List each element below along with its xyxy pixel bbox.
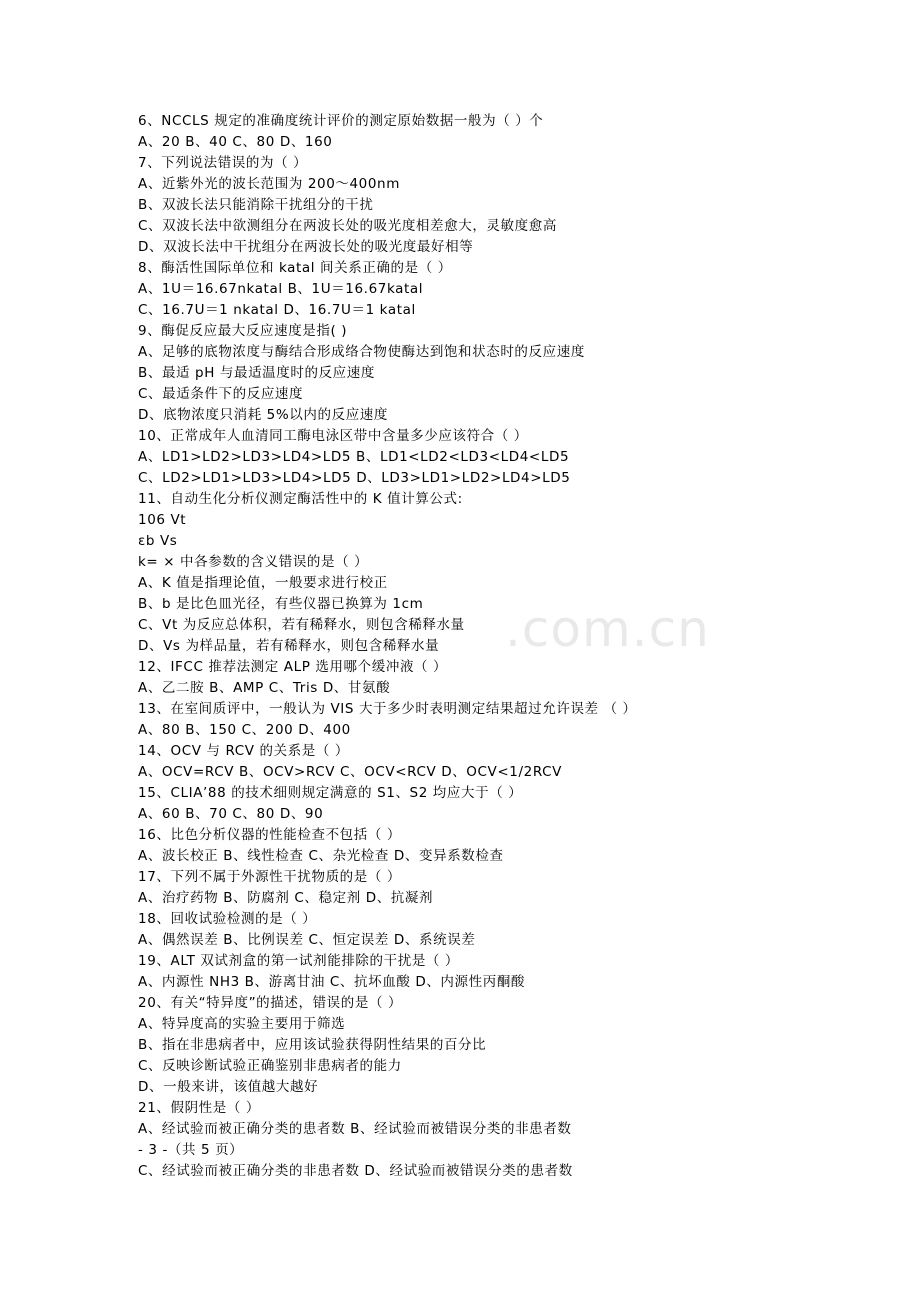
text-line: 11、自动生化分析仪测定酶活性中的 K 值计算公式:	[138, 491, 463, 507]
text-line: C、经试验而被正确分类的非患者数 D、经试验而被错误分类的患者数	[138, 1163, 573, 1179]
text-line: B、最适 pH 与最适温度时的反应速度	[138, 365, 375, 381]
text-line: A、乙二胺 B、AMP C、Tris D、甘氨酸	[138, 680, 391, 696]
text-line: 15、CLIA’88 的技术细则规定满意的 S1、S2 均应大于（ ）	[138, 785, 523, 801]
text-line: C、16.7U＝1 nkatal D、16.7U＝1 katal	[138, 302, 416, 318]
text-line: A、K 值是指理论值，一般要求进行校正	[138, 575, 388, 591]
text-line: 8、酶活性国际单位和 katal 间关系正确的是（ ）	[138, 260, 452, 276]
text-line: C、双波长法中欲测组分在两波长处的吸光度相差愈大，灵敏度愈高	[138, 218, 557, 234]
text-line: 14、OCV 与 RCV 的关系是（ ）	[138, 743, 349, 759]
text-line: C、最适条件下的反应速度	[138, 386, 304, 402]
text-line: k= × 中各参数的含义错误的是（ ）	[138, 554, 369, 570]
text-line: 10、正常成年人血清同工酶电泳区带中含量多少应该符合（ ）	[138, 428, 528, 444]
text-line: 7、下列说法错误的为（ ）	[138, 155, 308, 171]
text-line: C、反映诊断试验正确鉴别非患病者的能力	[138, 1058, 402, 1074]
text-line: A、60 B、70 C、80 D、90	[138, 806, 324, 822]
text-line: D、双波长法中干扰组分在两波长处的吸光度最好相等	[138, 239, 474, 255]
text-line: D、一般来讲，该值越大越好	[138, 1079, 319, 1095]
text-line: 21、假阴性是（ ）	[138, 1100, 260, 1116]
question-text-block	[138, 111, 878, 1182]
text-line: B、双波长法只能消除干扰组分的干扰	[138, 197, 374, 213]
text-line: A、经试验而被正确分类的患者数 B、经试验而被错误分类的非患者数	[138, 1121, 572, 1137]
text-line: A、治疗药物 B、防腐剂 C、稳定剂 D、抗凝剂	[138, 890, 434, 906]
text-line: A、LD1>LD2>LD3>LD4>LD5 B、LD1<LD2<LD3<LD4<LD5	[138, 449, 570, 465]
text-line: εb Vs	[138, 533, 178, 549]
text-line: D、Vs 为样品量，若有稀释水，则包含稀释水量	[138, 638, 440, 654]
text-line: 20、有关“特异度”的描述，错误的是（ ）	[138, 995, 403, 1011]
text-line: 106 Vt	[138, 512, 187, 528]
text-line: A、1U＝16.67nkatal B、1U＝16.67katal	[138, 281, 424, 297]
text-line: - 3 -（共 5 页）	[138, 1142, 244, 1158]
text-line: 6、NCCLS 规定的准确度统计评价的测定原始数据一般为（ ）个	[138, 113, 544, 129]
text-line: 18、回收试验检测的是（ ）	[138, 911, 317, 927]
text-line: A、特异度高的实验主要用于筛选	[138, 1016, 346, 1032]
text-line: 9、酶促反应最大反应速度是指( )	[138, 323, 348, 339]
text-line: D、底物浓度只消耗 5%以内的反应速度	[138, 407, 389, 423]
text-line: C、LD2>LD1>LD3>LD4>LD5 D、LD3>LD1>LD2>LD4>LD5	[138, 470, 571, 486]
text-line: A、内源性 NH3 B、游离甘油 C、抗坏血酸 D、内源性丙酮酸	[138, 974, 526, 990]
text-line: A、80 B、150 C、200 D、400	[138, 722, 351, 738]
text-line: B、指在非患病者中，应用该试验获得阴性结果的百分比	[138, 1037, 487, 1053]
text-line: 13、在室间质评中，一般认为 VIS 大于多少时表明测定结果超过允许误差 （ ）	[138, 701, 637, 717]
text-line: A、近紫外光的波长范围为 200～400nm	[138, 176, 400, 192]
watermark-text: .com.cn	[505, 600, 710, 658]
text-line: A、OCV=RCV B、OCV>RCV C、OCV<RCV D、OCV<1/2RCV	[138, 764, 562, 780]
text-line: A、偶然误差 B、比例误差 C、恒定误差 D、系统误差	[138, 932, 476, 948]
text-line: 17、下列不属于外源性干扰物质的是（ ）	[138, 869, 401, 885]
text-line: 19、ALT 双试剂盒的第一试剂能排除的干扰是（ ）	[138, 953, 460, 969]
text-line: A、20 B、40 C、80 D、160	[138, 134, 333, 150]
text-line: 16、比色分析仪器的性能检查不包括（ ）	[138, 827, 401, 843]
text-line: C、Vt 为反应总体积，若有稀释水，则包含稀释水量	[138, 617, 465, 633]
text-line: A、波长校正 B、线性检查 C、杂光检查 D、变异系数检查	[138, 848, 504, 864]
text-line: 12、IFCC 推荐法测定 ALP 选用哪个缓冲液（ ）	[138, 659, 448, 675]
text-line: A、足够的底物浓度与酶结合形成络合物使酶达到饱和状态时的反应速度	[138, 344, 585, 360]
text-line: B、b 是比色皿光径，有些仪器已换算为 1cm	[138, 596, 424, 612]
